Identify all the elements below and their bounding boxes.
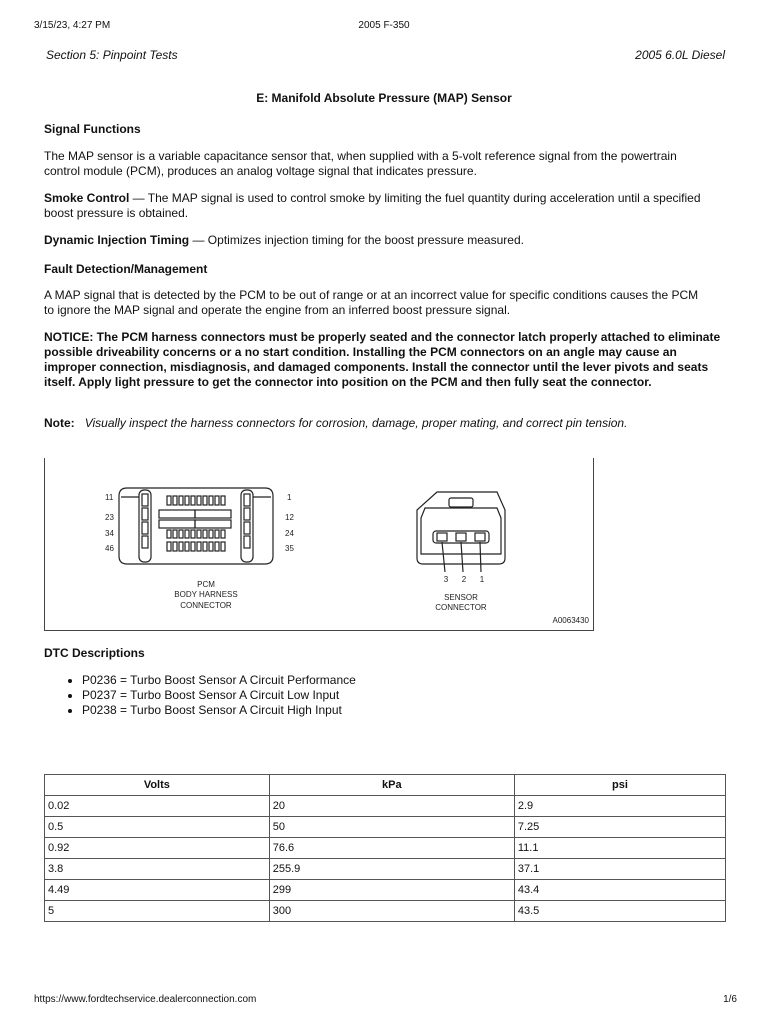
page-title: E: Manifold Absolute Pressure (MAP) Sensor	[256, 91, 512, 105]
pcm-pin-label-left: 23	[105, 513, 114, 522]
dtc-item: • P0238 = Turbo Boost Sensor A Circuit High Input	[82, 703, 704, 718]
pcm-right-latch	[241, 490, 253, 562]
print-datetime: 3/15/23, 4:27 PM	[34, 20, 111, 31]
sensor-pin	[437, 533, 447, 541]
col-header-volts: Volts	[45, 775, 270, 796]
cell-kpa: 20	[269, 796, 514, 817]
pcm-pin-right	[244, 536, 250, 548]
cell-kpa: 300	[269, 901, 514, 922]
sensor-leader	[442, 542, 445, 572]
pcm-pin-left	[142, 522, 148, 534]
pcm-pin-left	[142, 536, 148, 548]
pcm-pin-row-bottom	[167, 542, 225, 551]
sensor-latch	[449, 498, 473, 507]
pcm-pin-label-left: 11	[105, 493, 114, 502]
pcm-pin-label-left: 46	[105, 544, 114, 553]
table-header-row	[45, 775, 726, 796]
cell-volts: 0.5	[45, 817, 270, 838]
sensor-leader	[480, 542, 481, 572]
pcm-caption-line: PCM	[197, 580, 215, 589]
figure-id: A0063430	[552, 616, 589, 625]
pcm-pin-left	[142, 508, 148, 520]
pcm-pin-row-top	[167, 496, 225, 505]
dtc-item: • P0237 = Turbo Boost Sensor A Circuit Low Input	[82, 688, 704, 703]
sensor-leader	[461, 542, 463, 572]
note-text: Visually inspect the harness connectors for corrosion, damage, proper mating, and correct pin tension.	[84, 416, 628, 430]
col-header-psi: psi	[514, 775, 725, 796]
fault-detection-heading: Fault Detection/Management	[44, 262, 208, 276]
pcm-pin-label-right: 35	[285, 544, 294, 553]
cell-kpa: 50	[269, 817, 514, 838]
cell-volts: 3.8	[45, 859, 270, 880]
cell-psi: 2.9	[514, 796, 725, 817]
page-number: 1/6	[723, 994, 737, 1005]
pcm-pin-label-right: 24	[285, 529, 294, 538]
sensor-pin	[456, 533, 466, 541]
map-sensor-table	[44, 774, 726, 922]
sensor-pin-label: 1	[479, 575, 485, 584]
dynamic-injection-text: — Optimizes injection timing for the boost pressure measured.	[189, 233, 524, 247]
pcm-pin-left	[142, 494, 148, 506]
pcm-key-slot	[159, 520, 195, 528]
smoke-control-text: — The MAP signal is used to control smoke by limiting the fuel quantity during acceleration until a specified boost pressure is obtained.	[44, 191, 701, 220]
pcm-pin-row-mid	[167, 530, 225, 538]
table-row	[45, 838, 726, 859]
cell-volts: 0.92	[45, 838, 270, 859]
note-paragraph	[44, 416, 734, 431]
table-row	[45, 817, 726, 838]
pcm-pin-right	[244, 494, 250, 506]
section-label: Section 5: Pinpoint Tests	[46, 48, 178, 62]
sensor-caption-line: SENSOR	[444, 593, 478, 602]
cell-kpa: 76.6	[269, 838, 514, 859]
cell-psi: 43.5	[514, 901, 725, 922]
sensor-caption-line: CONNECTOR	[435, 603, 487, 612]
sensor-pin	[475, 533, 485, 541]
pcm-pin-right	[244, 508, 250, 520]
pcm-caption-line: BODY HARNESS	[174, 590, 238, 599]
dtc-heading: DTC Descriptions	[44, 646, 145, 660]
cell-volts: 0.02	[45, 796, 270, 817]
dynamic-injection-paragraph	[44, 233, 704, 248]
dtc-list	[44, 673, 704, 718]
sensor-pin-label: 2	[461, 575, 467, 584]
pcm-key-slot	[195, 520, 231, 528]
sensor-pin-label: 3	[443, 575, 449, 584]
cell-psi: 43.4	[514, 880, 725, 901]
pcm-pin-label-right: 1	[287, 493, 292, 502]
table-row	[45, 880, 726, 901]
cell-psi: 11.1	[514, 838, 725, 859]
smoke-control-paragraph	[44, 191, 704, 221]
pcm-key-slot	[159, 510, 195, 518]
fault-detection-text: A MAP signal that is detected by the PCM to be out of range or at an incorrect value for specific conditions causes the PCM to ignore the MAP signal and operate the engine from an inferred boost pressure signal.	[44, 288, 699, 317]
pcm-pin-label-left: 34	[105, 529, 114, 538]
cell-volts: 5	[45, 901, 270, 922]
cell-kpa: 255.9	[269, 859, 514, 880]
table-row	[45, 901, 726, 922]
cell-kpa: 299	[269, 880, 514, 901]
col-header-kpa: kPa	[269, 775, 514, 796]
dtc-item: • P0236 = Turbo Boost Sensor A Circuit Performance	[82, 673, 704, 688]
connector-figure	[44, 458, 594, 631]
cell-psi: 37.1	[514, 859, 725, 880]
table-row	[45, 859, 726, 880]
connector-diagram	[45, 458, 593, 630]
cell-volts: 4.49	[45, 880, 270, 901]
signal-functions-text: The MAP sensor is a variable capacitance sensor that, when supplied with a 5-volt reference signal from the powertrain control module (PCM), produces an analog voltage signal that indicates pressure.	[44, 149, 677, 178]
note-label: Note:	[44, 416, 75, 430]
dynamic-injection-label: Dynamic Injection Timing	[44, 233, 190, 247]
engine-label: 2005 6.0L Diesel	[635, 48, 725, 62]
print-doc-title: 2005 F-350	[358, 20, 410, 31]
cell-psi: 7.25	[514, 817, 725, 838]
pcm-pin-right	[244, 522, 250, 534]
sensor-connector-outline	[417, 492, 505, 564]
dtc-list-wrap	[44, 673, 704, 718]
notice-paragraph: NOTICE: The PCM harness connectors must be properly seated and the connector latch properly attached to eliminate possible driveability concerns or a no start condition. Installing the PCM connectors on an angle may cause an improper connection, misdiagnosis, and damaged components. Install the connector until the lever pivots and seats itself. Apply light pressure to get the connector into position on the PCM and then fully seat the connector.	[44, 330, 721, 389]
pcm-pin-label-right: 12	[285, 513, 294, 522]
smoke-control-label: Smoke Control	[44, 191, 130, 205]
pcm-left-latch	[139, 490, 151, 562]
pcm-caption-line: CONNECTOR	[180, 601, 232, 610]
signal-functions-heading: Signal Functions	[44, 122, 141, 136]
footer-url[interactable]: https://www.fordtechservice.dealerconnection.com	[34, 994, 257, 1005]
pcm-key-slot	[195, 510, 231, 518]
table-row	[45, 796, 726, 817]
